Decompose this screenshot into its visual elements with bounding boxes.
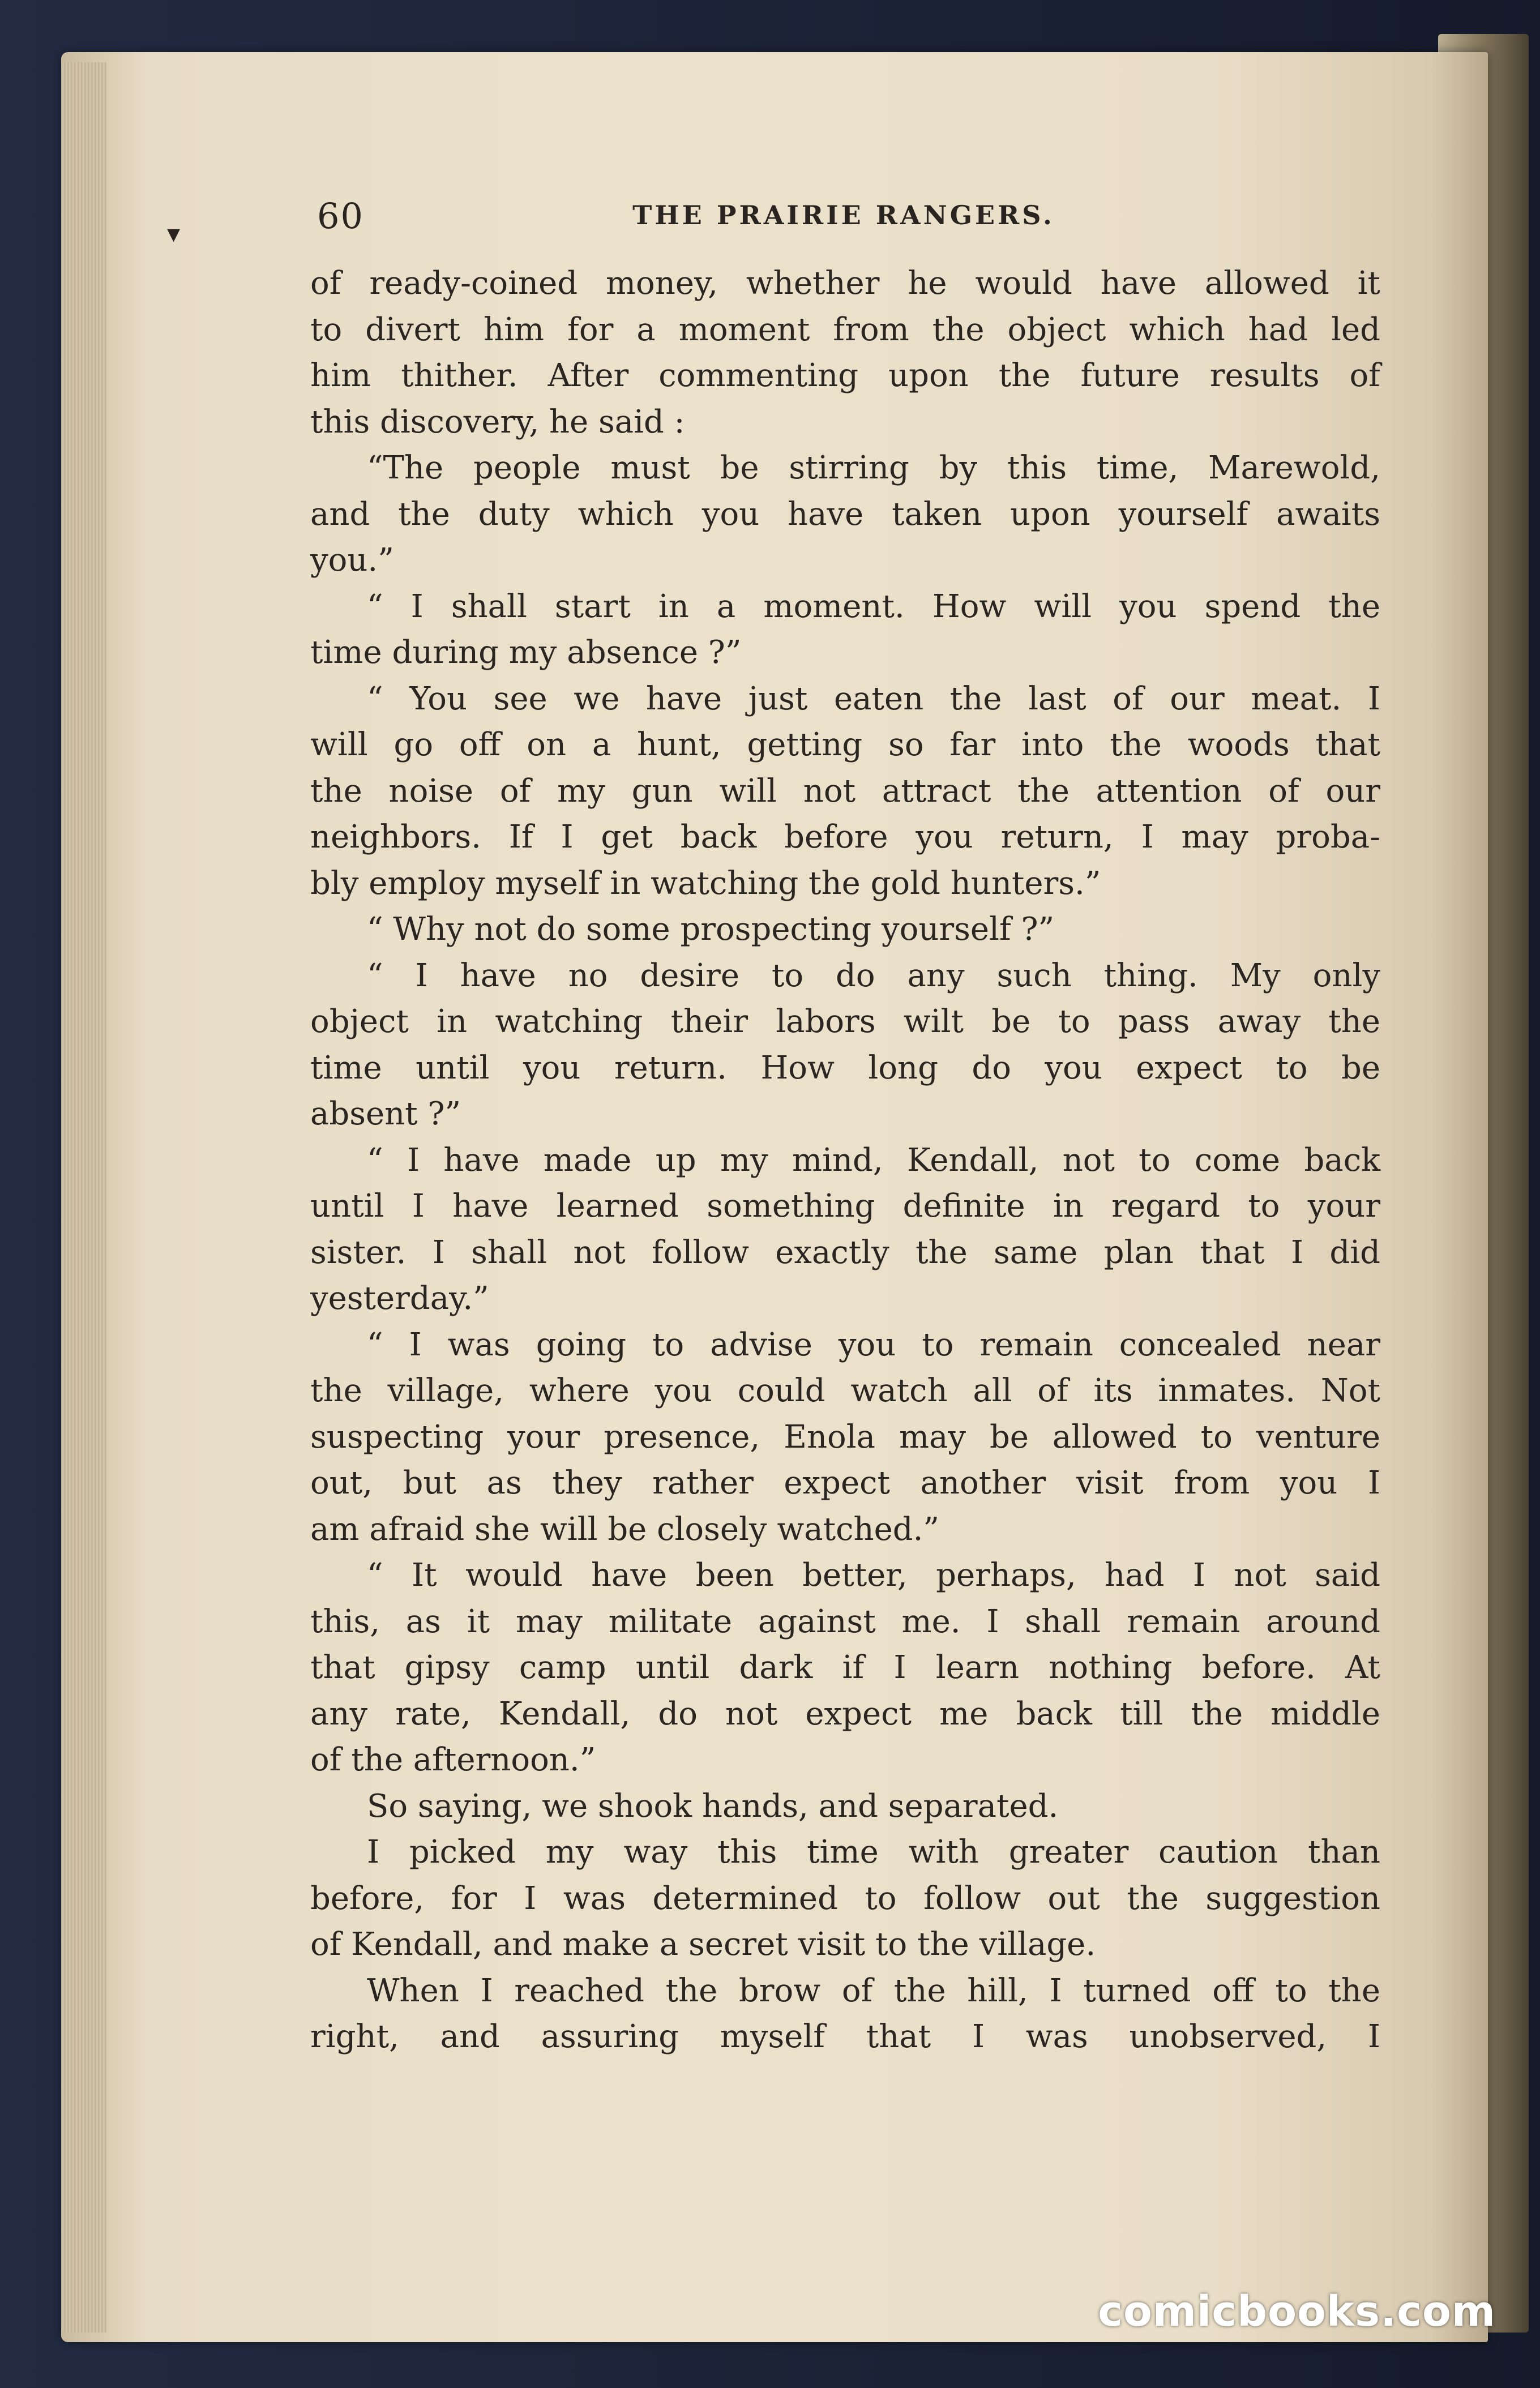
text-line: until I have learned something definite in regard to your [310, 1188, 1380, 1225]
page-stack-edges [61, 62, 106, 2333]
text-line: object in watching their labors wilt be to pass away the [310, 1003, 1380, 1040]
text-line: absent ?” [310, 1095, 461, 1132]
text-line: yesterday.” [310, 1280, 489, 1317]
text-line: suspecting your presence, Enola may be allowed to venture [310, 1418, 1380, 1456]
text-line: any rate, Kendall, do not expect me back till the middle [310, 1695, 1380, 1732]
text-line: “ I shall start in a moment. How will you spend the [367, 588, 1380, 625]
text-line: time during my absence ?” [310, 634, 742, 671]
text-line: of Kendall, and make a secret visit to the village. [310, 1926, 1096, 1963]
text-line: out, but as they rather expect another visit from you I [310, 1465, 1380, 1501]
text-line: the noise of my gun will not attract the attention of our [310, 772, 1380, 810]
text-line: before, for I was determined to follow out the suggestion [310, 1880, 1380, 1917]
text-line: “ Why not do some prospecting yourself ?” [367, 911, 1055, 948]
text-line: sister. I shall not follow exactly the same plan that I did [310, 1234, 1380, 1271]
running-title: THE PRAIRIE RANGERS. [632, 200, 1055, 230]
text-line: “ You see we have just eaten the last of our meat. I [367, 680, 1380, 717]
text-line: neighbors. If I get back before you return, I may proba- [310, 819, 1380, 855]
text-line: am afraid she will be closely watched.” [310, 1510, 940, 1548]
text-line: to divert him for a moment from the object which had led [310, 311, 1380, 348]
text-line: will go off on a hunt, getting so far into the woods that [310, 726, 1380, 763]
text-line: you.” [310, 542, 394, 579]
text-line: and the duty which you have taken upon yourself awaits [310, 495, 1380, 533]
text-line: time until you return. How long do you expect to be [310, 1049, 1380, 1086]
text-line: the village, where you could watch all of its inmates. Not [310, 1372, 1380, 1409]
text-line: of the afternoon.” [310, 1741, 596, 1778]
text-line: “ I was going to advise you to remain concealed near [367, 1326, 1380, 1363]
text-line: bly employ myself in watching the gold hunters.” [310, 865, 1101, 902]
text-line: this, as it may militate against me. I shall remain around [310, 1603, 1380, 1640]
text-line: right, and assuring myself that I was unobserved, I [310, 2018, 1380, 2055]
page-header [317, 195, 1370, 246]
page-number: 60 [317, 195, 364, 237]
text-line: When I reached the brow of the hill, I turned off to the [367, 1972, 1380, 2009]
text-line: “ It would have been better, perhaps, had I not said [367, 1557, 1380, 1594]
text-line: of ready-coined money, whether he would have allowed it [310, 265, 1380, 302]
text-line: So saying, we shook hands, and separated. [367, 1787, 1059, 1825]
watermark: comicbooks.com [1098, 2287, 1496, 2336]
text-line: “The people must be stirring by this time, Marewold, [367, 450, 1380, 486]
text-line: him thither. After commenting upon the future results of [310, 357, 1380, 394]
text-line: “ I have made up my mind, Kendall, not to come back [367, 1141, 1380, 1179]
text-line: “ I have no desire to do any such thing. My only [367, 957, 1380, 994]
body-text [310, 260, 1380, 2060]
margin-mark: ▾ [167, 218, 181, 249]
text-line: that gipsy camp until dark if I learn nothing before. At [310, 1649, 1380, 1686]
text-line: I picked my way this time with greater caution than [367, 1834, 1380, 1871]
text-line: this discovery, he said : [310, 403, 685, 440]
